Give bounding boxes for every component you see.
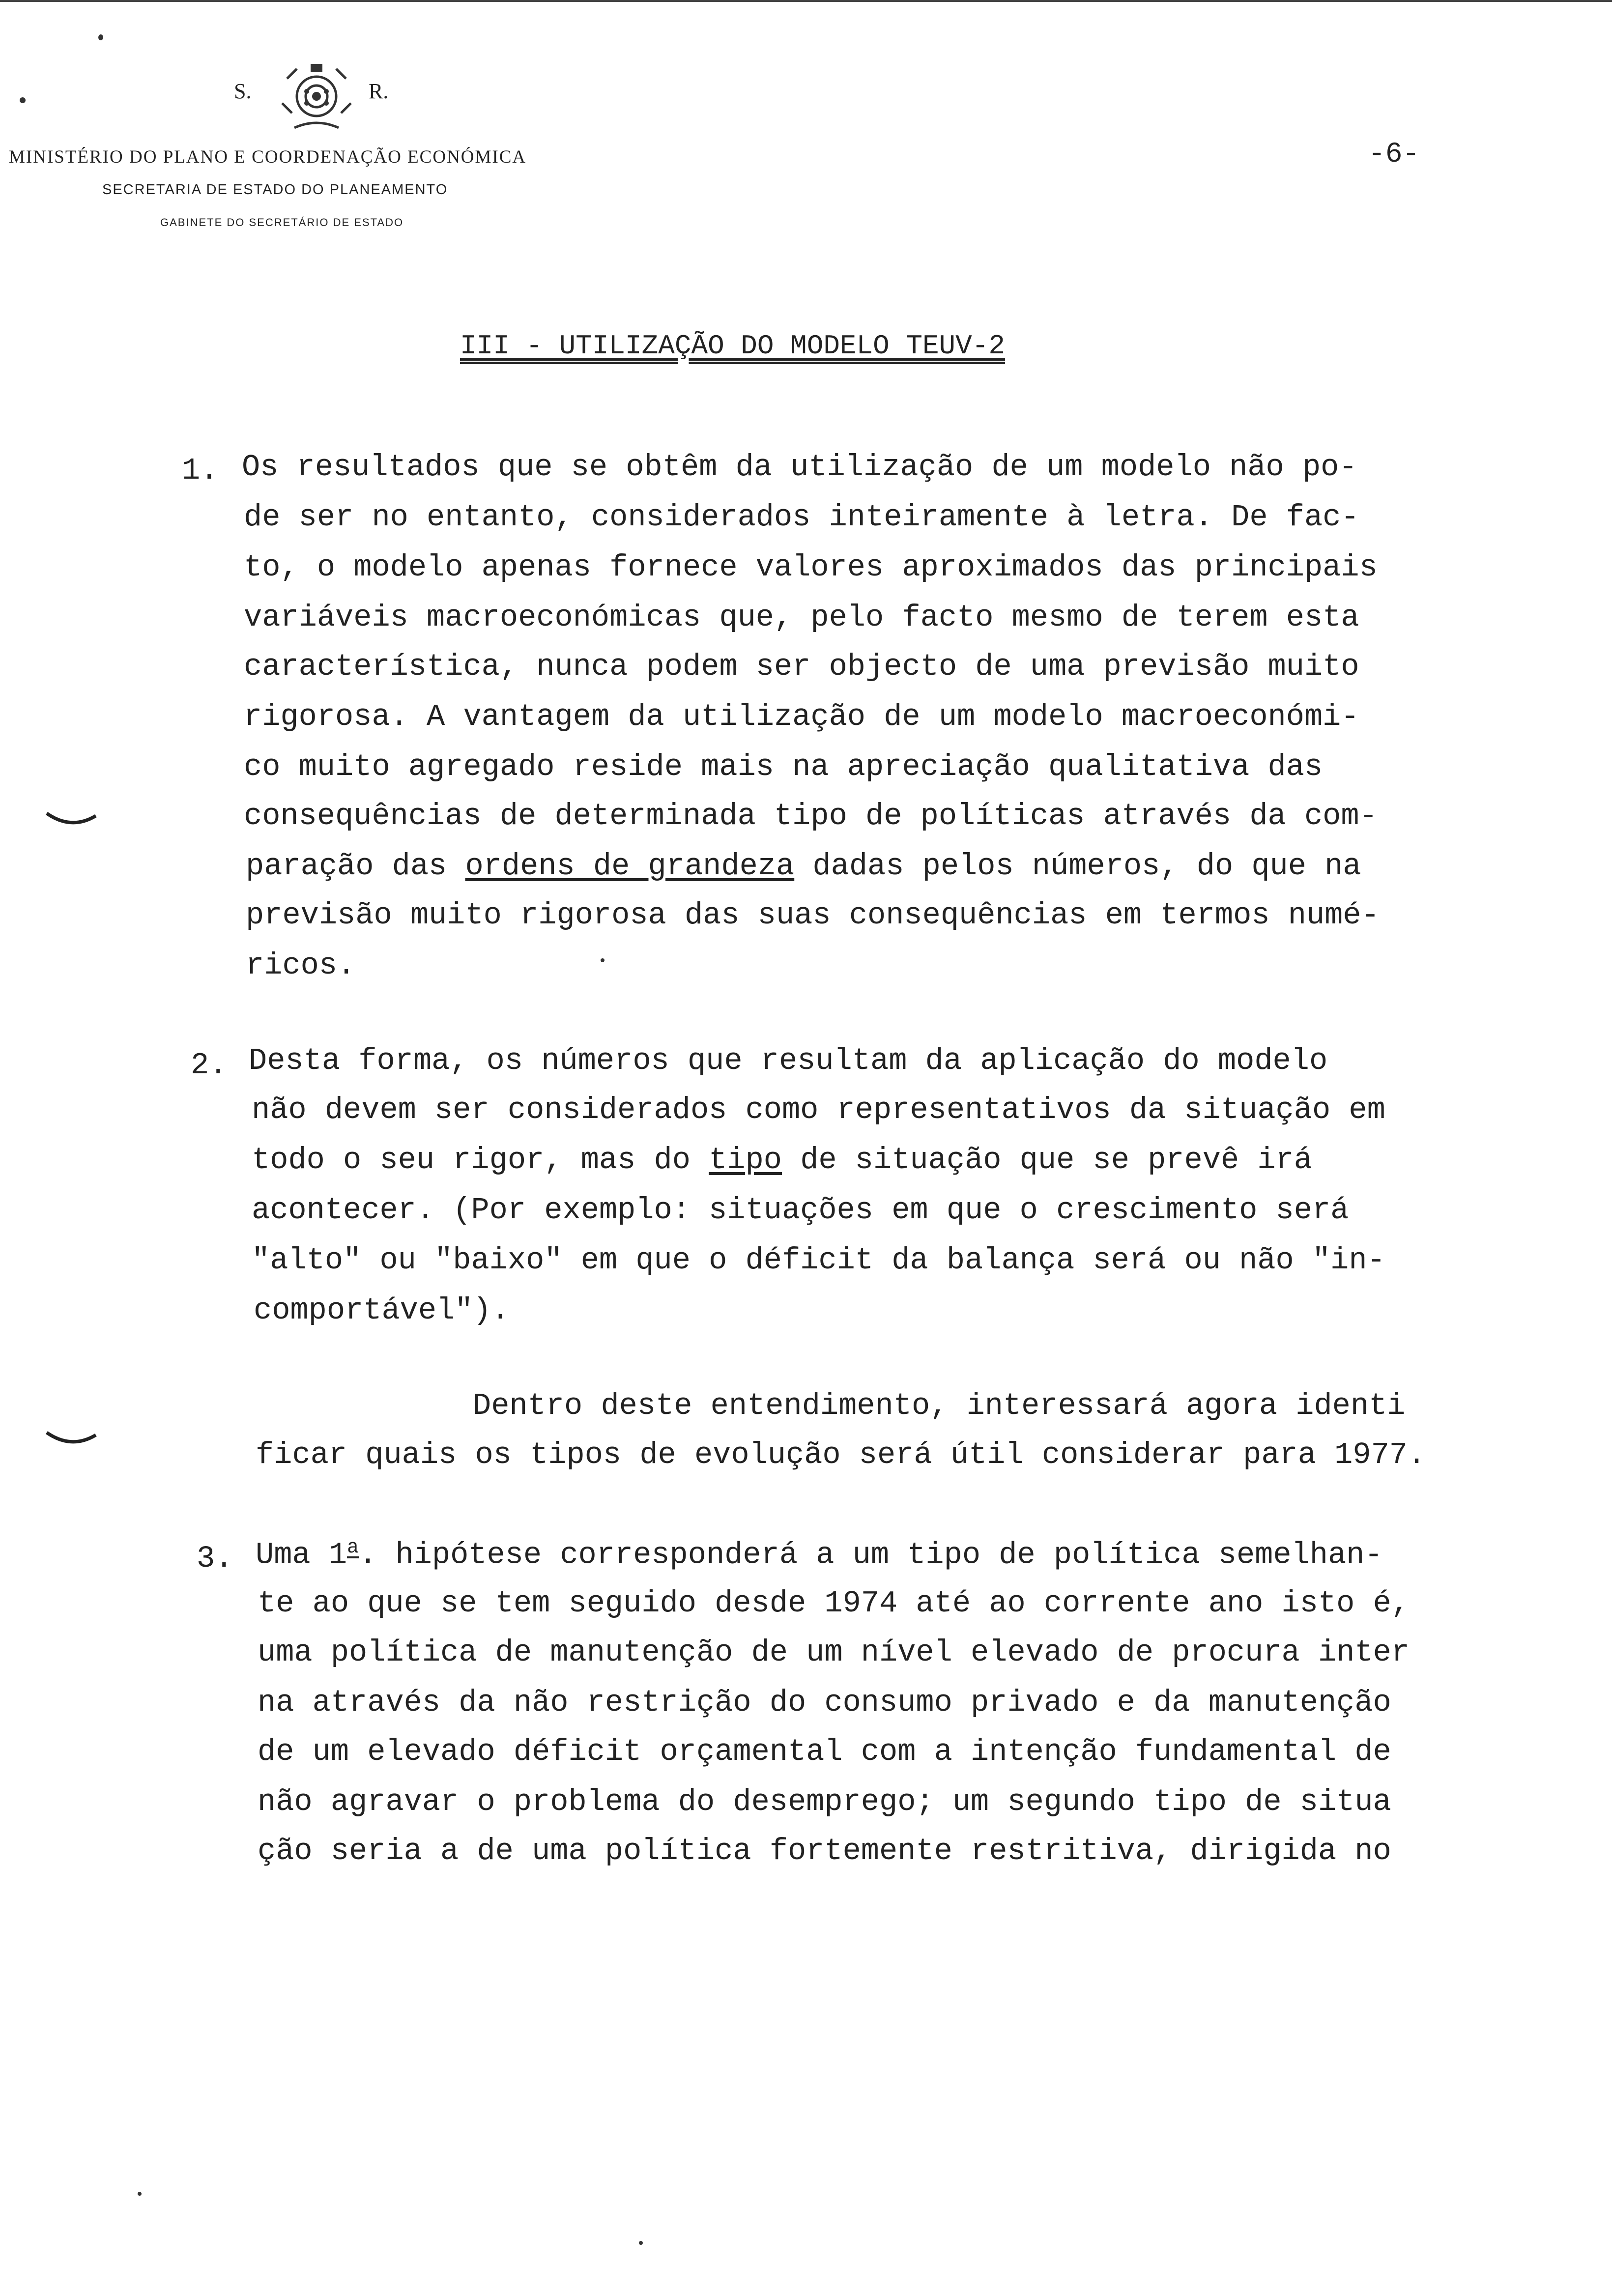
margin-hole-mark: [44, 1425, 98, 1455]
paragraph-2-line: Desta forma, os números que resultam da aplicação do modelo: [249, 1043, 1328, 1078]
letterhead-s: S.: [234, 79, 252, 103]
scan-speck: [639, 2241, 643, 2245]
paragraph-1-line: to, o modelo apenas fornece valores aproximados das principais: [244, 550, 1378, 585]
paragraph-1-line: previsão muito rigorosa das suas consequências em termos numé-: [246, 898, 1380, 933]
paragraph-2-line: comportável").: [254, 1293, 510, 1328]
paragraph-2-number: 2.: [191, 1048, 228, 1083]
paragraph-1-line: consequências de determinada tipo de políticas através da com-: [244, 799, 1378, 833]
paragraph-1-line: rigorosa. A vantagem da utilização de um modelo macroeconómi-: [244, 699, 1359, 734]
scan-speck: [601, 958, 604, 962]
paragraph-2-line: "alto" ou "baixo" em que o déficit da balança será ou não "in-: [252, 1243, 1385, 1278]
paragraph-1-line: [246, 851, 1361, 882]
paragraph-2b-line: ficar quais os tipos de evolução será útil considerar para 1977.: [256, 1437, 1426, 1472]
paragraph-2-line: [252, 1145, 1312, 1176]
ministry-name: MINISTÉRIO DO PLANO E COORDENAÇÃO ECONÓMICA: [9, 147, 527, 167]
scan-speck: [98, 34, 103, 40]
underlined-phrase: ordens de grandeza: [465, 849, 795, 884]
paragraph-3-line: na através da não restrição do consumo privado e da manutenção: [258, 1685, 1391, 1720]
letterhead-r: R.: [369, 79, 389, 103]
paragraph-1-number: 1.: [182, 453, 219, 488]
scan-speck: [20, 97, 26, 103]
secretaria-name: SECRETARIA DE ESTADO DO PLANEAMENTO: [102, 182, 448, 198]
paragraph-2-line: acontecer. (Por exemplo: situações em que o crescimento será: [252, 1193, 1349, 1228]
paragraph-1-line: característica, nunca podem ser objecto de uma previsão muito: [244, 649, 1359, 684]
margin-hole-mark: [44, 806, 98, 835]
paragraph-2b-line: Dentro deste entendimento, interessará agora identi: [473, 1388, 1406, 1423]
paragraph-3-line: não agravar o problema do desemprego; um segundo tipo de situa: [258, 1784, 1391, 1819]
paragraph-1-line: Os resultados que se obtêm da utilização de um modelo não po-: [242, 450, 1357, 485]
paragraph-3-line: [256, 1538, 1383, 1571]
line-text: de situação que se prevê irá: [781, 1143, 1312, 1177]
paragraph-3-line: ção seria a de uma política fortemente restritiva, dirigida no: [258, 1834, 1391, 1868]
paragraph-3-line: te ao que se tem seguido desde 1974 até ao corrente ano isto é,: [258, 1586, 1410, 1621]
section-title: III - UTILIZAÇÃO DO MODELO TEUV-2: [460, 330, 1005, 362]
page-number: -6-: [1368, 139, 1420, 171]
scan-speck: [138, 2192, 142, 2196]
paragraph-3-line: uma política de manutenção de um nível elevado de procura inter: [258, 1635, 1410, 1670]
paragraph-3-number: 3.: [197, 1541, 233, 1576]
superscript-ordinal: a: [347, 1537, 359, 1559]
paragraph-1-line: variáveis macroeconómicas que, pelo facto mesmo de terem esta: [244, 600, 1359, 635]
paragraph-1-line: de ser no entanto, considerados inteiramente à letra. De fac-: [244, 500, 1359, 535]
paragraph-1-line: ricos.: [246, 948, 356, 983]
paragraph-1-line: co muito agregado reside mais na apreciação qualitativa das: [244, 749, 1323, 784]
line-text: paração das: [246, 849, 465, 884]
line-text: dadas pelos números, do que na: [794, 849, 1361, 884]
underlined-word: tipo: [709, 1143, 782, 1177]
page-top-edge: [0, 0, 1612, 2]
gabinete-name: GABINETE DO SECRETÁRIO DE ESTADO: [160, 216, 404, 229]
line-text: todo o seu rigor, mas do: [252, 1143, 709, 1177]
paragraph-3-line: de um elevado déficit orçamental com a intenção fundamental de: [258, 1734, 1391, 1769]
line-text: . hipótese corresponderá a um tipo de política semelhan-: [359, 1537, 1383, 1573]
paragraph-2-line: não devem ser considerados como representativos da situação em: [252, 1092, 1385, 1127]
coat-of-arms-emblem: [272, 59, 361, 138]
line-text: Uma 1: [256, 1537, 347, 1573]
